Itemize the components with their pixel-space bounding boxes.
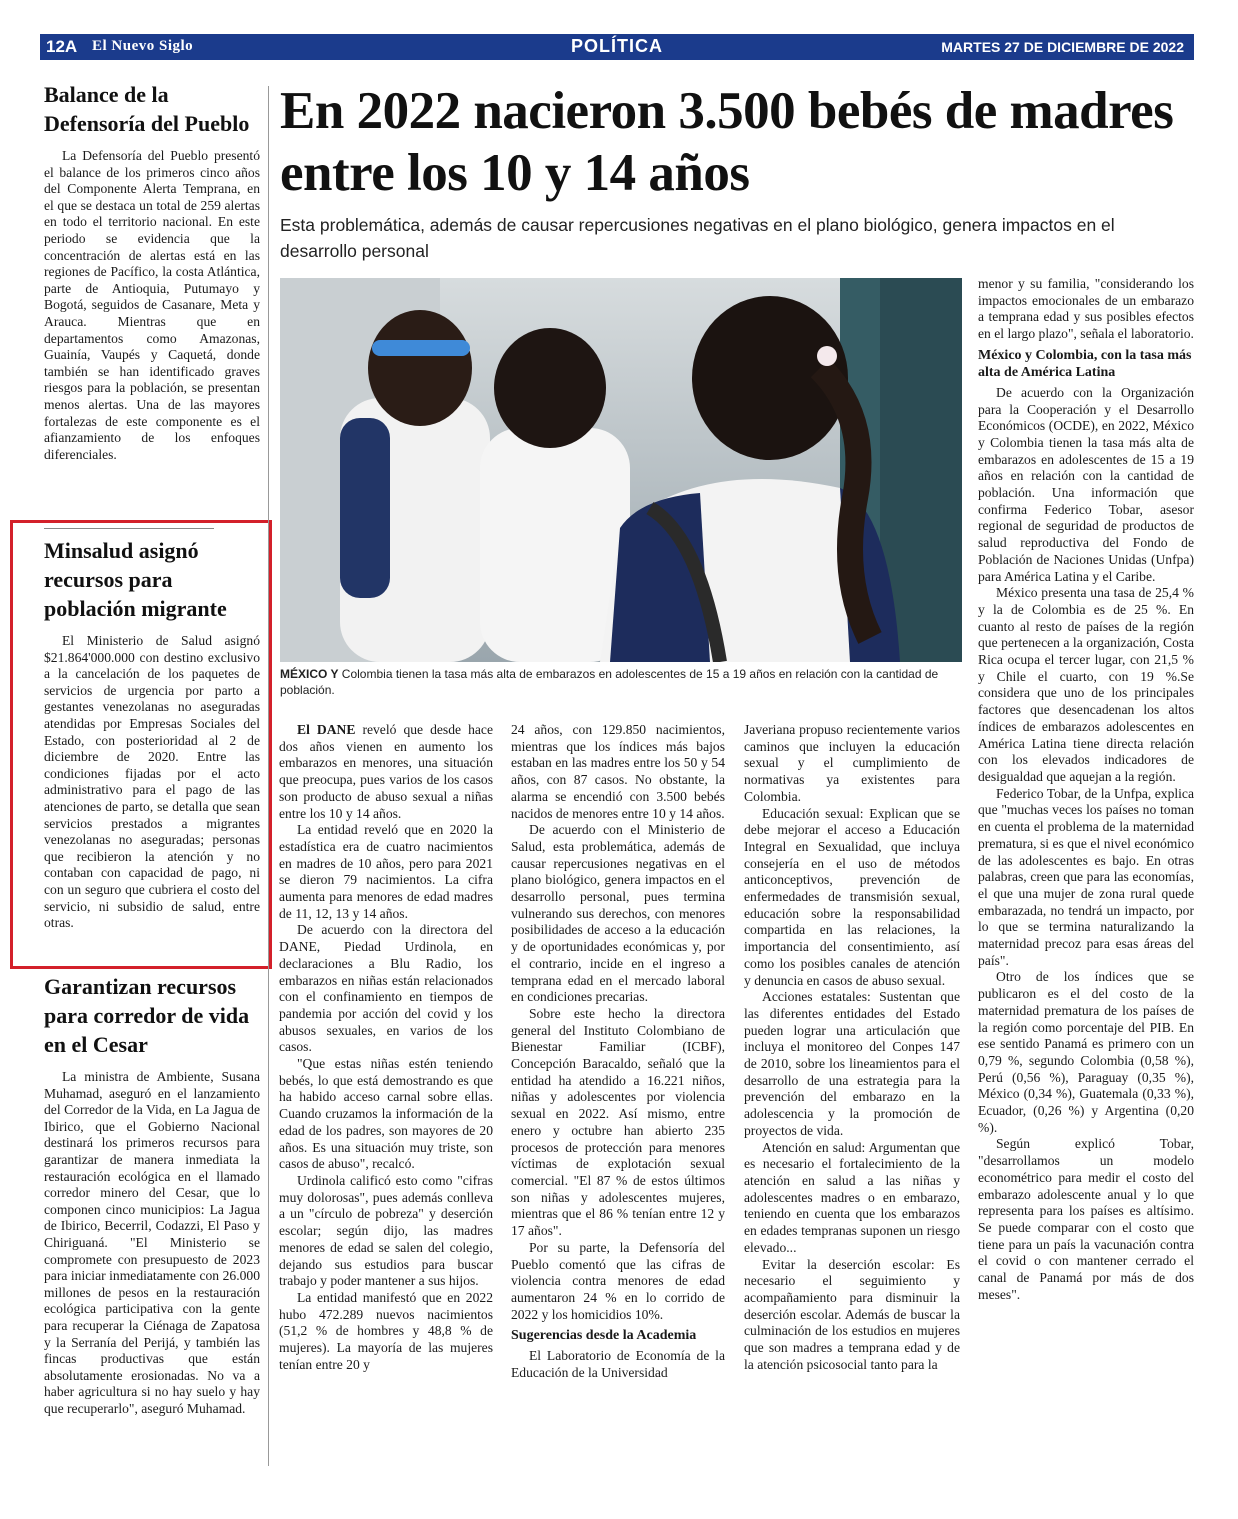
article-paragraph: 24 años, con 129.850 nacimientos, mientras que los índices más bajos estaban en las madres entre los 50 y 54 años, con 87 casos. No obstante, la alarma se encendió con 3.500 bebés nacidos de menores entre 10 y 14 años. (511, 722, 725, 821)
article-paragraph: De acuerdo con la Organización para la Cooperación y el Desarrollo Económicos (OCDE), en 2022, México y Colombia tienen la tasa más alta de embarazos en adolescentes de 15 a 19 años en relación con la cantidad de población. Una información que confirma Federico Tobar, asesor regional de seguridad de productos de salud reproductiva del Fondo de Población de Naciones Unidas (Unfpa) para América Latina y el Caribe. (978, 384, 1194, 584)
article-paragraph: La entidad manifestó que en 2022 hubo 472.289 nuevos nacimientos (51,2 % de hombres y 48,8 % de mujeres). La mayoría de las mujeres tenían entre 20 y (279, 1289, 493, 1372)
sidebar-story-body: El Ministerio de Salud asignó $21.864'000.000 con destino exclusivo a la cancelación de los paquetes de servicios de urgencia por parto a gestantes venezolanas no aseguradas atendidas por Empresas Sociales del Estado, con posterioridad al 2 de diciembre de 2020. Entre las condiciones fijadas por el acto administrativo para el pago de las atenciones de parto, se detalla que sean servicios prestados a migrantes venezolanas no aseguradas; personas que recibieron la atención y no contaban con capacidad de pago, ni con un seguro que cubriera el costo del servicio, ni subsidio de salud, entre otras. (44, 633, 260, 931)
article-paragraph: Por su parte, la Defensoría del Pueblo comentó que las cifras de violencia contra menores de edad aumentaron 24 % en lo corrido de 2022 y los homicidios 10%. (511, 1239, 725, 1322)
section-name: POLÍTICA (571, 36, 663, 56)
article-subheading: México y Colombia, con la tasa más alta de América Latina (978, 347, 1192, 380)
article-photo (280, 278, 962, 662)
article-paragraph: Otro de los índices que se publicaron es el del costo de la maternidad prematura de los países de la región como porcentaje del PIB. En ese sentido Panamá es primero con un 0,79 %, segundo Colombia (0,58 %), Perú (0,56 %), Paraguay (0,35 %), México (0,34 %), Guatemala (0,33 %), Ecuador, (0,26 %) y Argentina (0,20 %). (978, 969, 1194, 1135)
article-paragraph: Educación sexual: Explican que se debe mejorar el acceso a Educación Integral en Sexualidad, que incluya consejería en el uso de métodos anticonceptivos, prevención de enfermedades de transmisión sexual, educación sobre la responsabilidad compartida en las relaciones, la importancia del consentimiento, así como los posibles canales de atención y denuncia en casos de abuso sexual. (744, 805, 960, 988)
article-paragraph: Javeriana propuso recientemente varios caminos que incluyen la educación sexual y el cumplimiento de normativas ya existentes para Colombia. (744, 722, 960, 804)
article-paragraph: La entidad reveló que en 2020 la estadística era de cuatro nacimientos en madres de 10 años, pero para 2021 se dieron 79 nacimientos. La cifra aumenta para menores de edad madres de 11, 12, 13 y 14 años. (279, 822, 493, 921)
article-paragraph: De acuerdo con la directora del DANE, Piedad Urdinola, en declaraciones a Blu Radio, los embarazos en niñas están relacionados con el confinamiento en tiempos de pandemia por acción del covid y los abusos sexuales, en varios de los casos. (279, 922, 493, 1055)
caption-lead: MÉXICO Y (280, 667, 339, 681)
article-lead-word: El DANE (297, 722, 356, 737)
sidebar-story-cesar (44, 972, 260, 1417)
article-paragraph: El Laboratorio de Economía de la Educación de la Universidad (511, 1348, 725, 1381)
article-paragraph: Federico Tobar, de la Unfpa, explica que "muchas veces los países no toman en cuenta el problema de la maternidad prematura, si es que el nivel económico de las adolescentes es bajo. En otras palabras, creen que para las economías, el que una mujer de zona rural quede embarazada, no tendrá un impacto, por lo que se termina naturalizando la maternidad precoz para esas áreas del país". (978, 785, 1194, 968)
sidebar-story-title: Minsalud asignó recursos para población migrante (44, 538, 227, 621)
column-rule (268, 86, 269, 1466)
sidebar-story-body: La Defensoría del Pueblo presentó el balance de los primeros cinco años del Componente Alerta Temprana, en el que se destaca un total de 259 alertas en todo el territorio nacional. En este periodo se evidencia que la concentración de alertas está en las regiones de Pacífico, la costa Atlántica, parte de Antioquia, Putumayo y Bogotá, seguidos de Casanare, Meta y Arauca. Mientras que en departamentos como Amazonas, Guainía, Vaupés y Caquetá, donde también se han identificado graves riesgos para la población, se presentan menos alertas. Una de las mayores fortalezas de este componente es el afianzamiento de los enfoques diferenciales. (44, 148, 260, 462)
article-column-4 (978, 276, 1194, 1303)
sidebar-story-title: Balance de la Defensoría del Pueblo (44, 82, 250, 136)
caption-text: Colombia tienen la tasa más alta de embarazos en adolescentes de 15 a 19 años en relación con la cantidad de población. (280, 667, 939, 697)
article-paragraph: Sobre este hecho la directora general del Instituto Colombiano de Bienestar Familiar (ICBF), Concepción Baracaldo, señaló que la entidad ha atendido a 16.221 niños, niñas y adolescentes por violencia sexual en 2022. Así mismo, entre enero y octubre han abierto 235 procesos de protección para menores víctimas de explotación sexual comercial. "El 87 % de estos últimos son niñas y adolescentes mujeres, mientras que el 86 % tenían entre 12 y 17 años". (511, 1005, 725, 1239)
article-paragraph: menor y su familia, "considerando los impactos emocionales de un embarazo a temprana edad y sus posibles efectos en el largo plazo", señala el laboratorio. (978, 276, 1194, 342)
article-paragraph: Evitar la deserción escolar: Es necesario el seguimiento y acompañamiento para disminuir la deserción escolar. Además de buscar la culminación de los estudios en mujeres que son madres a temprana edad y de la atención psicosocial tanto para la (744, 1256, 960, 1372)
article-column-1 (279, 722, 493, 1373)
article-headline: En 2022 nacieron 3.500 bebés de madres entre los 10 y 14 años (280, 82, 1174, 202)
sidebar-story-minsalud (44, 536, 260, 932)
article-column-3 (744, 722, 960, 1373)
article-paragraph: Atención en salud: Argumentan que es necesario el fortalecimiento de la atención en salud a las niñas y adolescentes madres o en embarazo, teniendo en cuenta que los embarazos en edades tempranas suponen un riesgo elevado... (744, 1139, 960, 1255)
article-paragraph: De acuerdo con el Ministerio de Salud, esta problemática, además de causar repercusiones negativas en el plano biológico, genera impactos en el desarrollo personal, pues termina vulnerando sus derechos, con menores posibilidades de acceso a la educación y de oportunidades económicas y, por el contrario, incide en el ingreso a temprana edad en el mercado laboral en condiciones precarias. (511, 822, 725, 1005)
article-paragraph: "Que estas niñas estén teniendo bebés, lo que está demostrando es que ha habido acceso carnal sobre ellas. Cuando cruzamos la información de la edad de los padres, son mayores de 20 años. Es una situación muy triste, son casos de abuso", recalcó. (279, 1056, 493, 1172)
sidebar-story-defensoria (44, 80, 260, 463)
article-column-2 (511, 722, 725, 1382)
article-paragraph: reveló que desde hace dos años vienen en aumento los embarazos en menores, una situación que preocupa, pues varios de los casos son producto de abuso sexual a niñas entre los 10 y 14 años. (279, 722, 493, 821)
article-paragraph: Acciones estatales: Sustentan que las diferentes entidades del Estado pueden lograr una articulación que incluya el monitoreo del Conpes 147 de 2010, sobre los lineamientos para el desarrollo de una estrategia para la prevención del embarazo en la adolescencia y la promoción de proyectos de vida. (744, 989, 960, 1138)
article-subhead: Esta problemática, además de causar repercusiones negativas en el plano biológico, genera impactos en el desarrollo personal (280, 215, 1115, 261)
sidebar-story-title: Garantizan recursos para corredor de vida en el Cesar (44, 974, 250, 1057)
sidebar-story-body: La ministra de Ambiente, Susana Muhamad, aseguró en el lanzamiento del Corredor de la Vida, en La Jagua de Ibirico, que el Gobierno Nacional destinará los primeros recursos para garantizar de manera inmediata la restauración ecológica en el llamado corredor minero del Cesar, que lo componen cinco municipios: La Jagua de Ibirico, Becerril, Codazzi, El Paso y Chiriguaná. "El Ministerio se compromete con presupuesto de 2023 para iniciar inmediatamente con 26.000 millones de pesos en la restauración ecológica participativa con la gente para recuperar la Ciénaga de Zapatosa y la Serranía del Perijá, y también las fincas productivas que están absolutamente erosionadas. No va a haber agricultura si no hay suelo y hay que recuperarlo", aseguró Muhamad. (44, 1069, 260, 1416)
newspaper-brand: El Nuevo Siglo (92, 38, 194, 54)
photo-caption (280, 666, 962, 698)
article-paragraph: Urdinola calificó esto como "cifras muy dolorosas", pues además conlleva a un "círculo de pobreza" y deserción escolar; según dijo, las madres menores de edad se salen del colegio, dejando sus estudios para buscar trabajo y poder mantener a sus hijos. (279, 1172, 493, 1289)
page-number: 12A (46, 37, 78, 56)
issue-date: MARTES 27 DE DICIEMBRE DE 2022 (941, 39, 1184, 55)
article-paragraph: Según explicó Tobar, "desarrollamos un modelo econométrico para medir el costo del embarazo adolescente anual y lo que representa para los países es altísimo. Se puede comparar con el costo que tiene para un país la vacunación contra el covid o con mantener cerrado el canal de Panamá por más de dos meses". (978, 1136, 1194, 1302)
page-header-bar (40, 34, 1194, 60)
article-paragraph: México presenta una tasa de 25,4 % y la de Colombia es de 25 %. En cuanto al resto de países de la región que pertenecen a la organización, Costa Rica ocupa el tercer lugar, con 21,5 % y Chile el cuarto, con 19 %.Se considera que uno de los principales factores que desencadenan los altos índices de embarazos adolescentes en América Latina tiene directa relación con los elevados indicadores de desigualdad que aquejan a la región. (978, 585, 1194, 784)
schoolgirls-photo (280, 278, 962, 662)
article-subheading: Sugerencias desde la Academia (511, 1328, 697, 1344)
